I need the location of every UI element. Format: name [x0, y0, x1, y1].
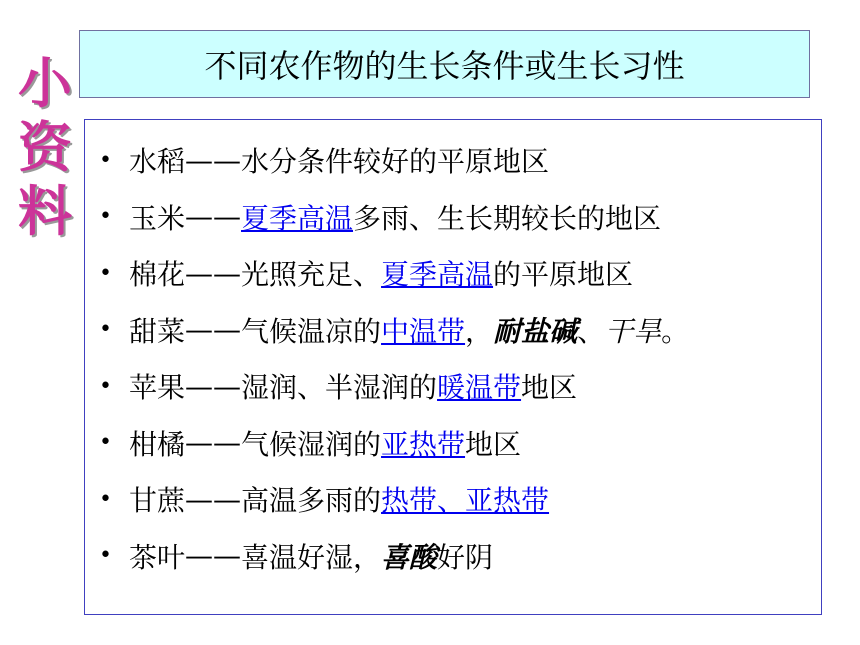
crop-name: 苹果 [129, 371, 186, 405]
crop-name: 玉米 [129, 201, 186, 235]
crop-list [99, 132, 689, 584]
crop-dash: —— [185, 143, 242, 177]
page-title: 不同农作物的生长条件或生长习性 [204, 47, 685, 85]
list-item [99, 302, 689, 359]
condition-text: 光照充足、 [241, 258, 382, 292]
list-item [99, 415, 689, 472]
bullet-icon: • [99, 260, 112, 286]
condition-text: 地区 [465, 427, 522, 461]
crop-list-panel [84, 119, 822, 615]
list-item [99, 189, 689, 246]
condition-link[interactable]: 热带、亚热带 [381, 484, 550, 518]
condition-text: 水分条件较好的平原地区 [241, 145, 550, 179]
bullet-icon: • [99, 373, 112, 399]
condition-text: 地区 [521, 371, 578, 405]
crop-dash: —— [185, 482, 242, 516]
crop-name: 茶叶 [129, 540, 186, 574]
bullet-icon: • [99, 147, 112, 173]
condition-link[interactable]: 亚热带 [381, 427, 466, 461]
side-label [10, 52, 80, 244]
bullet-icon: • [99, 543, 112, 569]
crop-dash: —— [185, 200, 242, 234]
list-item [99, 245, 689, 302]
condition-link[interactable]: 中温带 [381, 314, 466, 348]
condition-text: 的平原地区 [493, 258, 634, 292]
condition-text: 气候湿润的 [241, 427, 382, 461]
condition-text: 喜温好湿， [241, 540, 382, 574]
bullet-icon: • [99, 317, 112, 343]
emphasis-text: 喜酸 [381, 540, 438, 574]
crop-dash: —— [185, 539, 242, 573]
condition-text: 湿润、半湿润的 [241, 371, 438, 405]
crop-dash: —— [185, 256, 242, 290]
list-item [99, 358, 689, 415]
list-item [99, 528, 689, 585]
crop-name: 甘蔗 [129, 484, 186, 518]
crop-name: 水稻 [129, 145, 186, 179]
condition-text: 高温多雨的 [241, 484, 382, 518]
bullet-icon: • [99, 430, 112, 456]
condition-text: 。 [661, 314, 690, 348]
crop-name: 柑橘 [129, 427, 186, 461]
side-label-char: 料 [18, 180, 72, 243]
emphasis-text: 耐盐碱 [493, 314, 578, 348]
bullet-icon: • [99, 486, 112, 512]
emphasis-text: 干旱 [605, 314, 662, 348]
crop-dash: —— [185, 313, 242, 347]
side-label-char: 小 [18, 52, 72, 115]
condition-text: 、 [577, 314, 606, 348]
crop-name: 甜菜 [129, 314, 186, 348]
condition-link[interactable]: 夏季高温 [381, 258, 494, 292]
crop-name: 棉花 [129, 258, 186, 292]
condition-link[interactable]: 夏季高温 [241, 201, 354, 235]
condition-text: 好阴 [437, 540, 494, 574]
list-item [99, 471, 689, 528]
list-item [99, 132, 689, 189]
condition-link[interactable]: 暖温带 [437, 371, 522, 405]
condition-text: 气候温凉的 [241, 314, 382, 348]
condition-text: ， [465, 314, 494, 348]
crop-dash: —— [185, 426, 242, 460]
side-label-char: 资 [18, 116, 72, 179]
crop-dash: —— [185, 369, 242, 403]
bullet-icon: • [99, 204, 112, 230]
title-banner [79, 30, 810, 98]
condition-text: 多雨、生长期较长的地区 [353, 201, 662, 235]
